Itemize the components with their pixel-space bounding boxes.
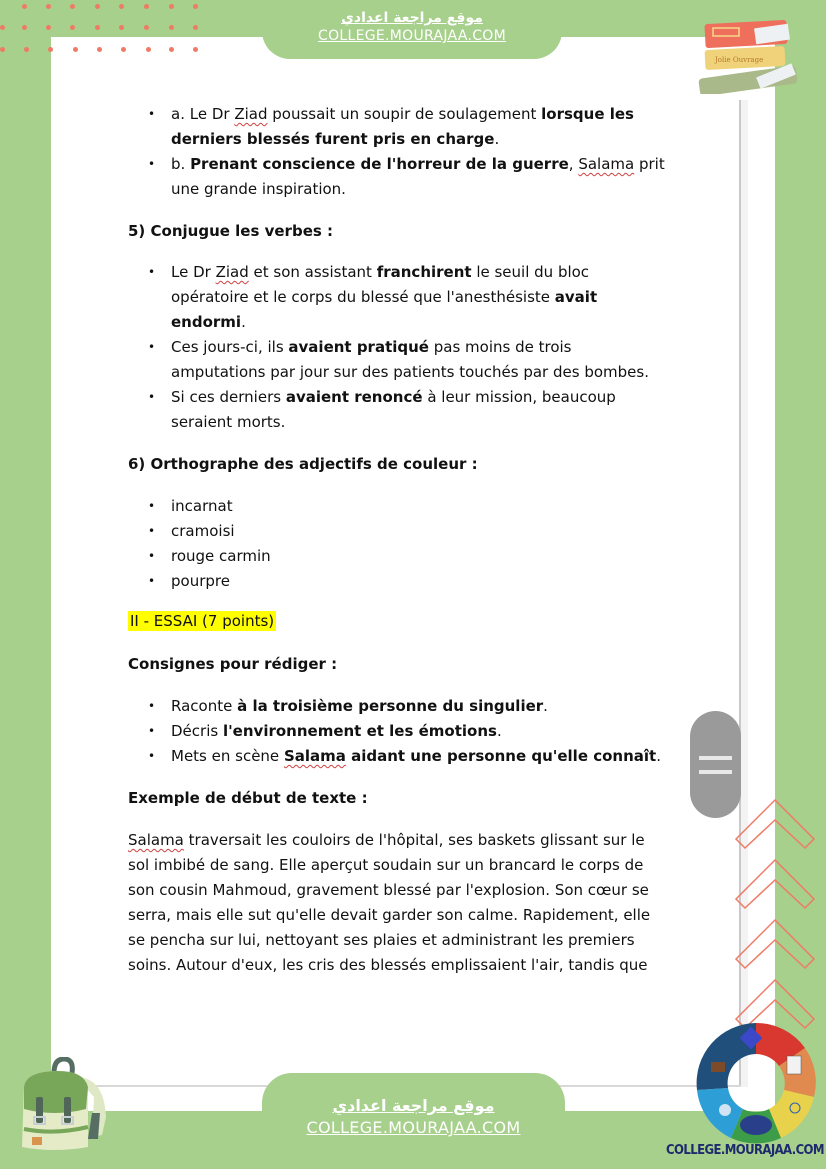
section-5-heading: 5) Conjugue les verbes : [128,222,334,240]
section-6-heading: 6) Orthographe des adjectifs de couleur : [128,455,478,473]
subjects-wheel-logo-icon [695,1022,817,1144]
grip-lines-icon [699,756,732,760]
exemple-heading: Exemple de début de texte : [128,789,368,807]
spellcheck-name: Salama [128,831,184,849]
consignes-heading: Consignes pour rédiger : [128,655,338,673]
site-url-link[interactable]: COLLEGE.MOURAJAA.COM [318,28,506,44]
header-site-banner[interactable] [262,0,562,59]
highlighted-title: II - ESSAI (7 points) [130,612,275,630]
list-item: • pourpre [128,569,668,594]
section-6-list [128,494,668,594]
list-item: • b. Prenant conscience de l'horreur de la guerre, Salama prit une grande inspiration. [128,152,668,202]
question-4-list [128,102,668,202]
chevron-up-icon [733,855,817,915]
spellcheck-name: Salama [578,155,635,173]
list-item: • cramoisi [128,519,668,544]
footer-site-banner[interactable] [262,1073,565,1169]
site-name-arabic[interactable]: موقع مراجعة اعدادي [332,1096,495,1115]
list-item: • incarnat [128,494,668,519]
exemple-paragraph: Salama traversait les couloirs de l'hôpital, ses baskets glissant sur le sol imbibé de sang. Elle aperçut soudain sur un brancard le corps de son cousin Mahmoud, gravement blessé par l'explosion. Son cœur se serra, mais elle sut qu'elle devait garder son calme. Rapidement, elle se pencha sur lui, nettoyant ses plaies et administrant les premiers soins. Autour d'eux, les cris des blessés emplissaient l'air, tandis que [128,831,651,974]
spellcheck-name: Ziad [234,105,268,123]
list-item: • Le Dr Ziad et son assistant franchirent le seuil du bloc opératoire et le corps du blessé que l'anesthésiste avait endormi. [128,260,668,335]
list-item: • Raconte à la troisième personne du singulier. [128,694,668,719]
chevron-up-icon [733,915,817,975]
logo-caption: COLLEGE.MOURAJAA.COM [666,1143,824,1158]
consignes-list [128,694,668,769]
list-item: • Ces jours-ci, ils avaient pratiqué pas moins de trois amputations par jour sur des patients touchés par des bombes. [128,335,668,385]
backpack-icon [14,1057,114,1153]
section-5-list [128,260,668,435]
list-item: • Si ces derniers avaient renoncé à leur mission, beaucoup seraient morts. [128,385,668,435]
site-name-arabic[interactable]: موقع مراجعة اعدادي [341,10,483,26]
list-item: • Décris l'environnement et les émotions. [128,719,668,744]
svg-text:Jolie Ouvrage: Jolie Ouvrage [715,56,764,64]
list-item: • a. Le Dr Ziad poussait un soupir de soulagement lorsque les derniers blessés furent pris en charge. [128,102,668,152]
list-item: • Mets en scène Salama aidant une personne qu'elle connaît. [128,744,668,769]
essai-heading [128,612,668,630]
stacked-books-icon [693,12,803,94]
site-url-link[interactable]: COLLEGE.MOURAJAA.COM [306,1118,521,1137]
chevron-up-icon [733,795,817,855]
list-item: • rouge carmin [128,544,668,569]
document-content [128,102,668,978]
grip-lines-icon [699,770,732,774]
